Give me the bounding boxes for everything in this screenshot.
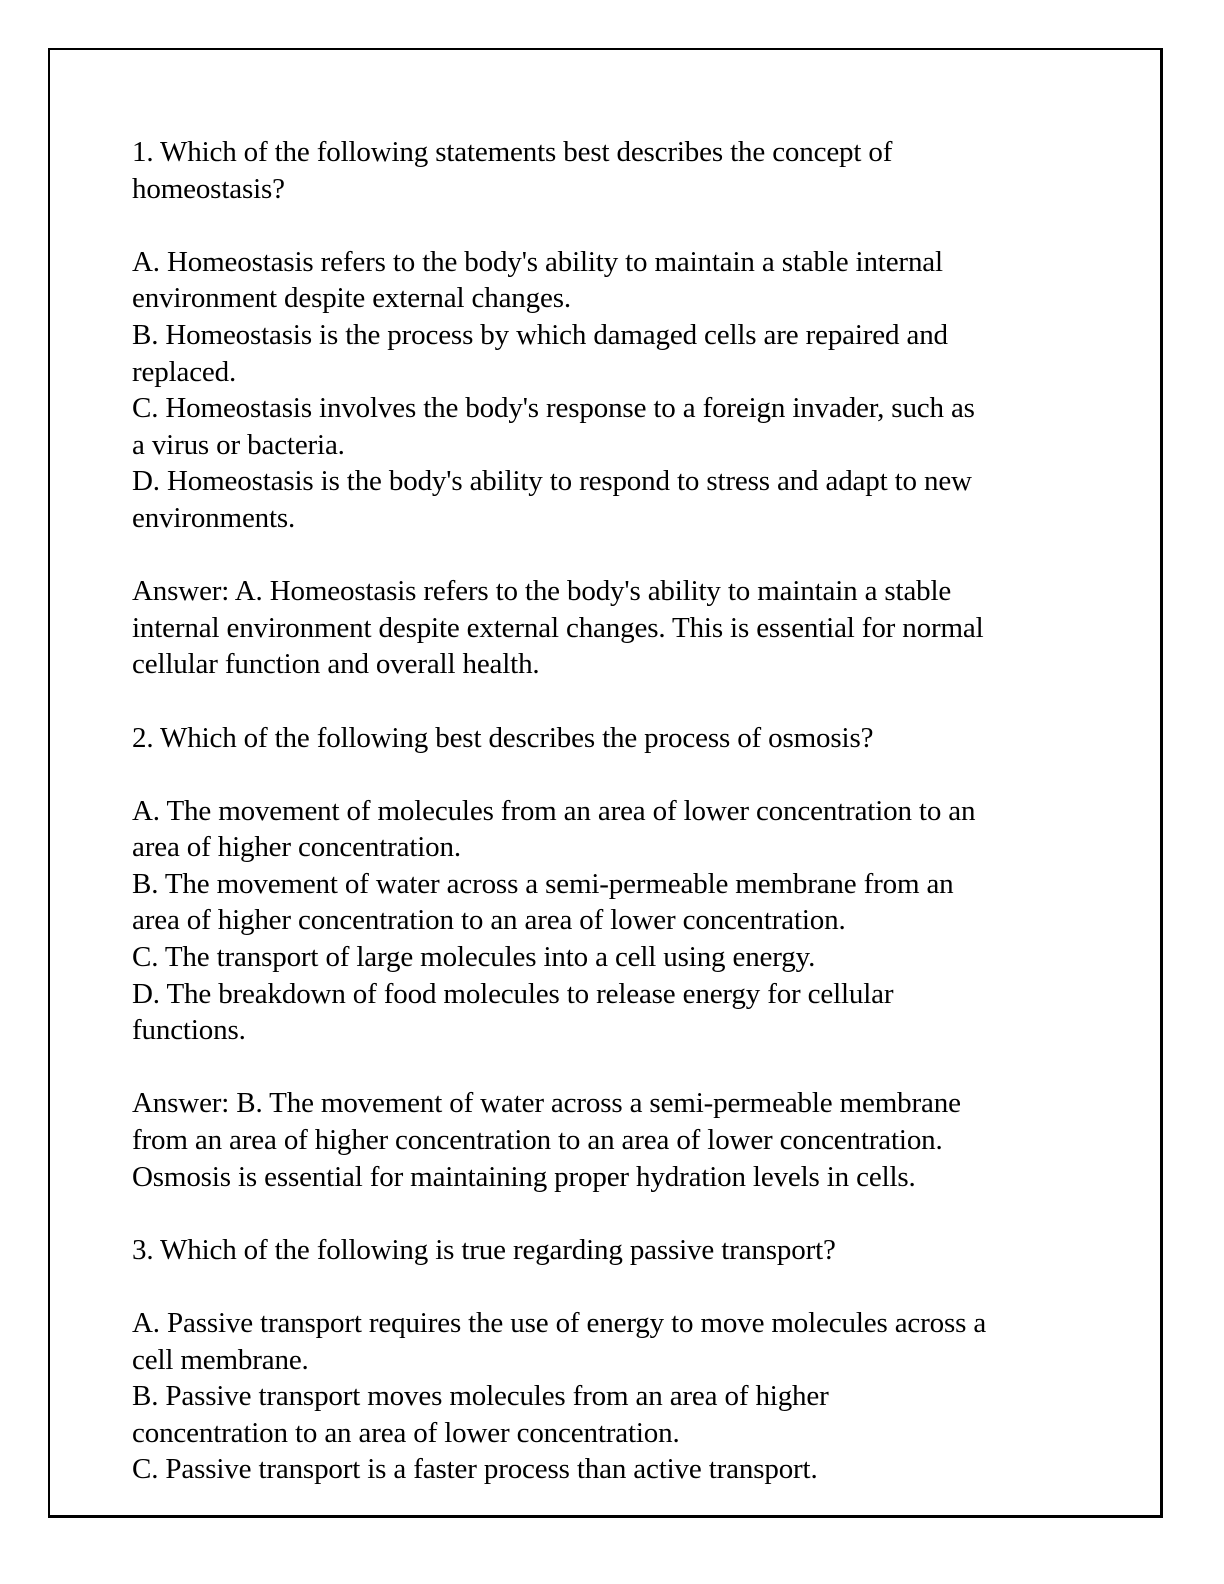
option-text-line: environment despite external changes. — [132, 282, 571, 315]
option-b — [132, 317, 1092, 390]
option-text-line: area of higher concentration to an area of lower concentration. — [132, 904, 846, 937]
option-c — [132, 390, 1092, 463]
question-text-line: 1. Which of the following statements best describes the concept of — [132, 136, 893, 168]
option-text-line: C. Homeostasis involves the body's response to a foreign invader, such as — [132, 392, 975, 425]
option-b — [132, 866, 1092, 939]
answer-text-line: internal environment despite external changes. This is essential for normal — [132, 611, 984, 644]
answer-2 — [132, 1085, 1092, 1195]
question-text-line: homeostasis? — [132, 172, 285, 205]
question-1-options — [132, 244, 1092, 537]
option-text-line: A. The movement of molecules from an area of lower concentration to an — [132, 794, 976, 827]
option-text-line: area of higher concentration. — [132, 831, 461, 864]
answer-text-line: Answer: A. Homeostasis refers to the body's ability to maintain a stable — [132, 575, 952, 608]
option-a — [132, 244, 1092, 317]
option-d — [132, 976, 1092, 1049]
document-content — [132, 134, 1092, 1525]
question-text-line: 2. Which of the following best describes the process of osmosis? — [132, 721, 874, 754]
question-2 — [132, 720, 1092, 757]
option-b — [132, 1378, 1092, 1451]
option-c — [132, 939, 1092, 976]
option-text-line: C. Passive transport is a faster process than active transport. — [132, 1453, 818, 1486]
option-text-line: B. Homeostasis is the process by which damaged cells are repaired and — [132, 318, 948, 351]
option-text-line: cell membrane. — [132, 1343, 309, 1376]
question-1 — [132, 134, 1092, 207]
option-text-line: D. The breakdown of food molecules to release energy for cellular — [132, 977, 894, 1010]
option-text-line: C. The transport of large molecules into a cell using energy. — [132, 941, 816, 974]
option-text-line: B. Passive transport moves molecules from an area of higher — [132, 1380, 829, 1413]
option-c — [132, 1451, 1092, 1488]
option-text-line: D. Homeostasis is the body's ability to respond to stress and adapt to new — [132, 465, 972, 498]
option-text-line: A. Passive transport requires the use of energy to move molecules across a — [132, 1307, 987, 1339]
answer-text-line: from an area of higher concentration to an area of lower concentration. — [132, 1124, 943, 1157]
option-text-line: a virus or bacteria. — [132, 428, 345, 461]
question-3-options — [132, 1305, 1092, 1488]
option-text-line: replaced. — [132, 355, 237, 388]
option-d — [132, 463, 1092, 536]
option-text-line: environments. — [132, 501, 296, 534]
question-text-line: 3. Which of the following is true regarding passive transport? — [132, 1233, 836, 1266]
question-3 — [132, 1232, 1092, 1269]
answer-1 — [132, 573, 1092, 683]
option-text-line: B. The movement of water across a semi-permeable membrane from an — [132, 867, 954, 900]
option-text-line: concentration to an area of lower concentration. — [132, 1416, 680, 1449]
option-a — [132, 793, 1092, 866]
question-2-options — [132, 793, 1092, 1049]
option-a — [132, 1305, 1092, 1378]
answer-text-line: Answer: B. The movement of water across a semi-permeable membrane — [132, 1087, 961, 1120]
option-text-line: functions. — [132, 1014, 246, 1047]
answer-text-line: Osmosis is essential for maintaining proper hydration levels in cells. — [132, 1160, 916, 1193]
answer-text-line: cellular function and overall health. — [132, 648, 540, 681]
option-text-line: A. Homeostasis refers to the body's ability to maintain a stable internal — [132, 245, 943, 278]
